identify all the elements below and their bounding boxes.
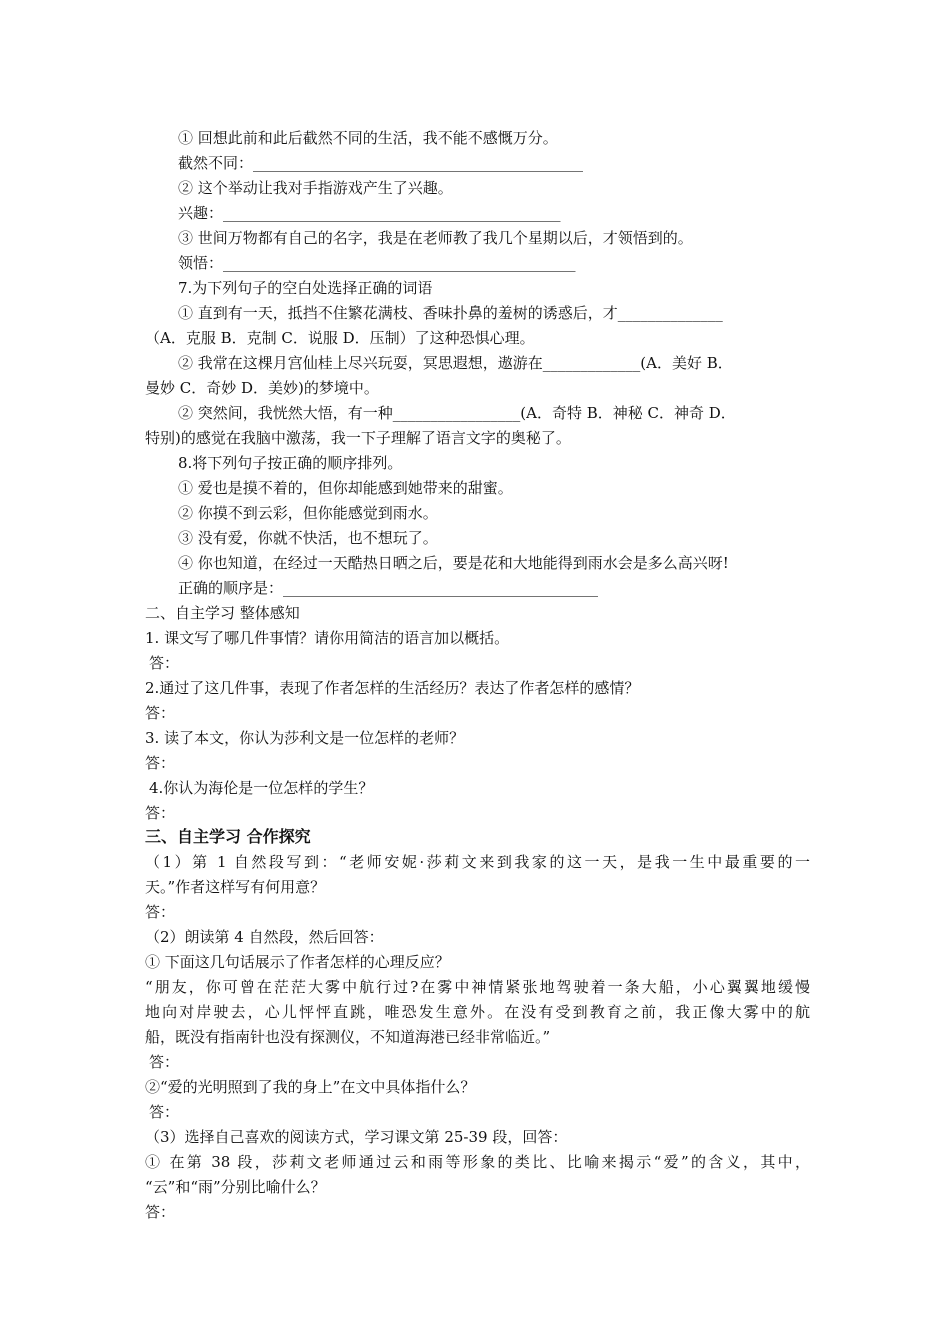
section-2-question-1: 1. 课文写了哪几件事情？请你用简洁的语言加以概括。 [145, 629, 510, 647]
quote-line-2: 地向对岸驶去，心儿怦怦直跳，唯恐发生意外。在没有受到教育之前，我正像大雾中的航 [145, 1003, 810, 1021]
q6-item-1-answer: 截然不同：____________________________________________ [178, 154, 584, 172]
quote-line-1: “朋友，你可曾在茫茫大雾中航行过?在雾中神情紧张地驾驶着一条大船，小心翼翼地缓慢 [145, 978, 810, 996]
section-2-question-3: 3. 读了本文，你认为莎利文是一位怎样的老师？ [145, 729, 465, 747]
section-3-p1-line-2: 天。”作者这样写有何用意？ [145, 878, 326, 896]
section-3-p3-question-line-2: “云”和“雨”分别比喻什么？ [145, 1178, 326, 1196]
section-2-question-2: 2.通过了这几件事，表现了作者怎样的生活经历？表达了作者怎样的感情？ [145, 679, 640, 697]
quote-line-3: 船，既没有指南针也没有探测仪，不知道海港已经非常临近。” [145, 1028, 551, 1046]
q6-item-3: ③ 世间万物都有自己的名字，我是在老师教了我几个星期以后，才领悟到的。 [178, 229, 693, 247]
section-3-answer-4: 答： [145, 1203, 176, 1221]
section-3-p3-question-line-1: ① 在第 38 段，莎莉文老师通过云和雨等形象的类比、比喻来揭示“爱”的含义，其中， [145, 1153, 810, 1171]
section-2-answer-2: 答： [145, 704, 176, 722]
section-3-p1-line-1: （1）第 1 自然段写到：“老师安妮·莎莉文来到我家的这一天，是我一生中最重要的一 [145, 853, 810, 871]
q6-item-2: ② 这个举动让我对手指游戏产生了兴趣。 [178, 179, 453, 197]
q7-item-2-line-2: 曼妙 C．奇妙 D．美妙)的梦境中。 [145, 379, 379, 397]
q7-item-2-line-1: ② 我常在这棵月宫仙桂上尽兴玩耍，冥思遐想，遨游在_____________(A．美好 B． [178, 354, 733, 372]
section-3-p2-question-2: ②“爱的光明照到了我的身上”在文中具体指什么？ [145, 1078, 476, 1096]
q8-item-2: ② 你摸不到云彩，但你能感觉到雨水。 [178, 504, 438, 522]
q8-title: 8.将下列句子按正确的顺序排列。 [178, 454, 403, 472]
section-2-answer-3: 答： [145, 754, 176, 772]
section-2-answer-4: 答： [145, 804, 176, 822]
section-2-title: 二、自主学习 整体感知 [145, 604, 300, 622]
q6-item-3-answer: 领悟：_______________________________________________ [178, 254, 576, 272]
section-3-answer-3: 答： [149, 1103, 180, 1121]
q7-item-3-line-1: ② 突然间，我恍然大悟，有一种_________________(A．奇特 B．神秘 C．神奇 D． [178, 404, 736, 422]
q6-item-1: ① 回想此前和此后截然不同的生活，我不能不感慨万分。 [178, 129, 558, 147]
q7-item-1-line-1: ① 直到有一天，抵挡不住繁花满枝、香味扑鼻的羞树的诱惑后，才______________ [178, 304, 723, 322]
q8-item-1: ① 爱也是摸不着的，但你却能感到她带来的甜蜜。 [178, 479, 513, 497]
section-3-answer-2: 答： [149, 1053, 180, 1071]
section-3-title: 三、自主学习 合作探究 [145, 827, 311, 846]
q7-item-1-line-2: （A．克服 B．克制 C．说服 D．压制）了这种恐惧心理。 [145, 329, 535, 347]
q7-title: 7.为下列句子的空白处选择正确的词语 [178, 279, 433, 297]
q8-answer: 正确的顺序是：__________________________________________ [178, 579, 599, 597]
section-3-p2: （2）朗读第 4 自然段，然后回答： [145, 928, 384, 946]
section-2-answer-1: 答： [149, 654, 180, 672]
q7-item-3-line-2: 特别)的感觉在我脑中激荡，我一下子理解了语言文字的奥秘了。 [145, 429, 571, 447]
section-3-p2-question-1: ① 下面这几句话展示了作者怎样的心理反应？ [145, 953, 450, 971]
section-2-question-4: 4.你认为海伦是一位怎样的学生？ [149, 779, 374, 797]
section-3-answer-1: 答： [145, 903, 176, 921]
q8-item-4: ④ 你也知道，在经过一天酷热日晒之后，要是花和大地能得到雨水会是多么高兴呀! [178, 554, 729, 572]
q8-item-3: ③ 没有爱，你就不快活，也不想玩了。 [178, 529, 438, 547]
section-3-p3: （3）选择自己喜欢的阅读方式，学习课文第 25-39 段，回答： [145, 1128, 568, 1146]
q6-item-2-answer: 兴趣：_____________________________________________ [178, 204, 561, 222]
